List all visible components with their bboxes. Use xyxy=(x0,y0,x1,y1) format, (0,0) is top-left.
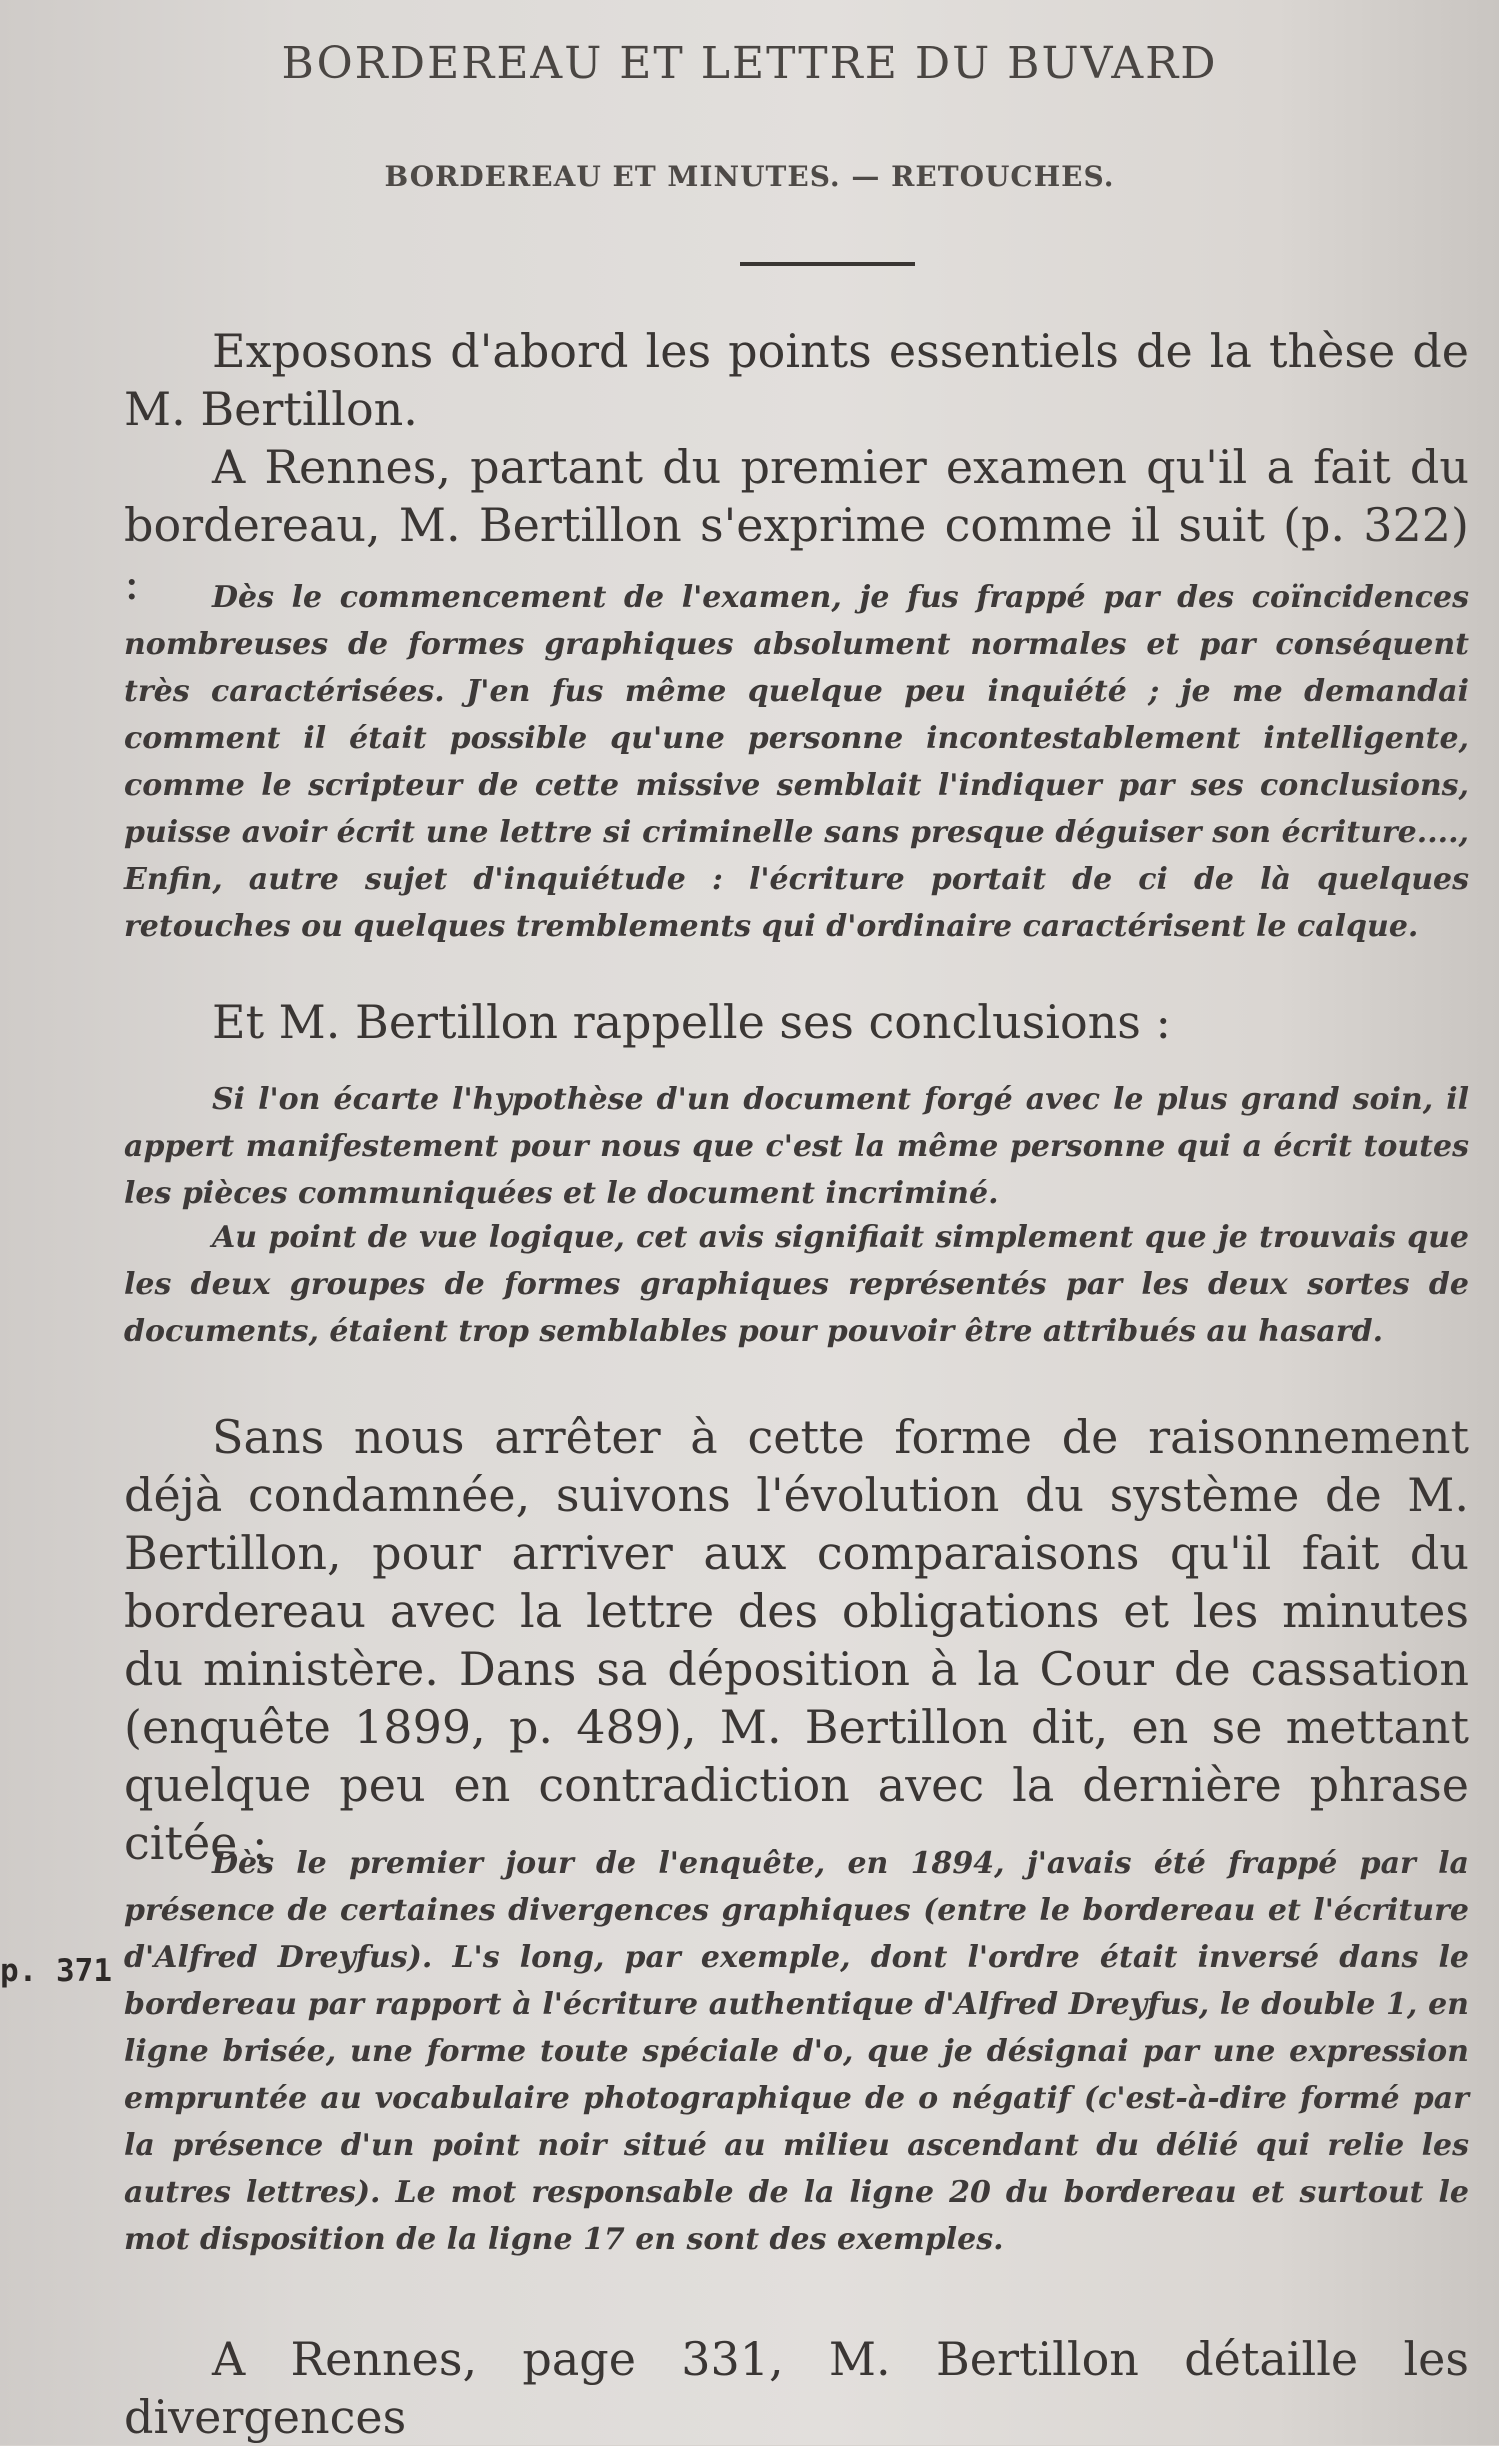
quote-same-person: Si l'on écarte l'hypothèse d'un document forgé avec le plus grand soin, il appert manifestement pour nous que c'est la même personne qui a écrit toutes les pièces communiquées et le document incriminé. xyxy=(124,1082,1469,1211)
paragraph-evolution-system: Sans nous arrêter à cette forme de raisonnement déjà condamnée, suivons l'évolution du système de M. Bertillon, pour arriver aux comparaisons qu'il fait du bordereau avec la lettre des obligations et les minutes du ministère. Dans sa déposition à la Cour de cassation (enquête 1899, p. 489), M. Bertillon dit, en se mettant quelque peu en contradiction avec la dernière phrase citée : xyxy=(124,1410,1469,1870)
running-head: BORDEREAU ET LETTRE DU BUVARD xyxy=(281,38,1218,89)
paragraph-thesis-intro: Exposons d'abord les points essentiels de la thèse de M. Bertillon. xyxy=(124,324,1469,436)
section-heading: BORDEREAU ET MINUTES. — RETOUCHES. xyxy=(384,160,1115,193)
heading-rule xyxy=(740,262,915,266)
paragraph-rennes-exam: A Rennes, partant du premier examen qu'il a fait du bordereau, M. Bertillon s'exprime comme il suit (p. 322) : xyxy=(124,440,1469,610)
quote-first-exam: Dès le commencement de l'examen, je fus frappé par des coïncidences nombreuses de formes graphiques absolument normales et par conséquent très caractérisées. J'en fus même quelque peu inquiété ; je me demandai comment il était possible qu'une personne incontestablement intelligente, comme le scripteur de cette missive semblait l'indiquer par ses conclusions, puisse avoir écrit une lettre si criminelle sans presque déguiser son écriture...., Enfin, autre sujet d'inquiétude : l'écriture portait de ci de là quelques retouches ou quelques tremblements qui d'ordinaire caractérisent le calque. xyxy=(124,580,1469,944)
margin-page-reference: p. 371 xyxy=(0,1953,112,1989)
quote-divergences-1894: Dès le premier jour de l'enquête, en 1894, j'avais été frappé par la présence de certaines divergences graphiques (entre le bordereau et l'écriture d'Alfred Dreyfus). L's long, par exemple, dont l'ordre était inversé dans le bordereau par rapport à l'écriture authentique d'Alfred Dreyfus, le double 1, en ligne brisée, une forme toute spéciale d'o, que je désignai par une expression empruntée au vocabulaire photographique de o négatif (c'est-à-dire formé par la présence d'un point noir situé au milieu ascendant du délié qui relie les autres lettres). Le mot responsable de la ligne 20 du bordereau et surtout le mot disposition de la ligne 17 en sont des exemples. xyxy=(124,1846,1469,2257)
paragraph-rennes-divergences: A Rennes, page 331, M. Bertillon détaille les divergences xyxy=(124,2332,1469,2444)
quote-logical-view: Au point de vue logique, cet avis signifiait simplement que je trouvais que les deux groupes de formes graphiques représentés par les deux sortes de documents, étaient trop semblables pour pouvoir être attribués au hasard. xyxy=(124,1220,1469,1349)
paragraph-conclusions-intro: Et M. Bertillon rappelle ses conclusions : xyxy=(212,995,1172,1049)
